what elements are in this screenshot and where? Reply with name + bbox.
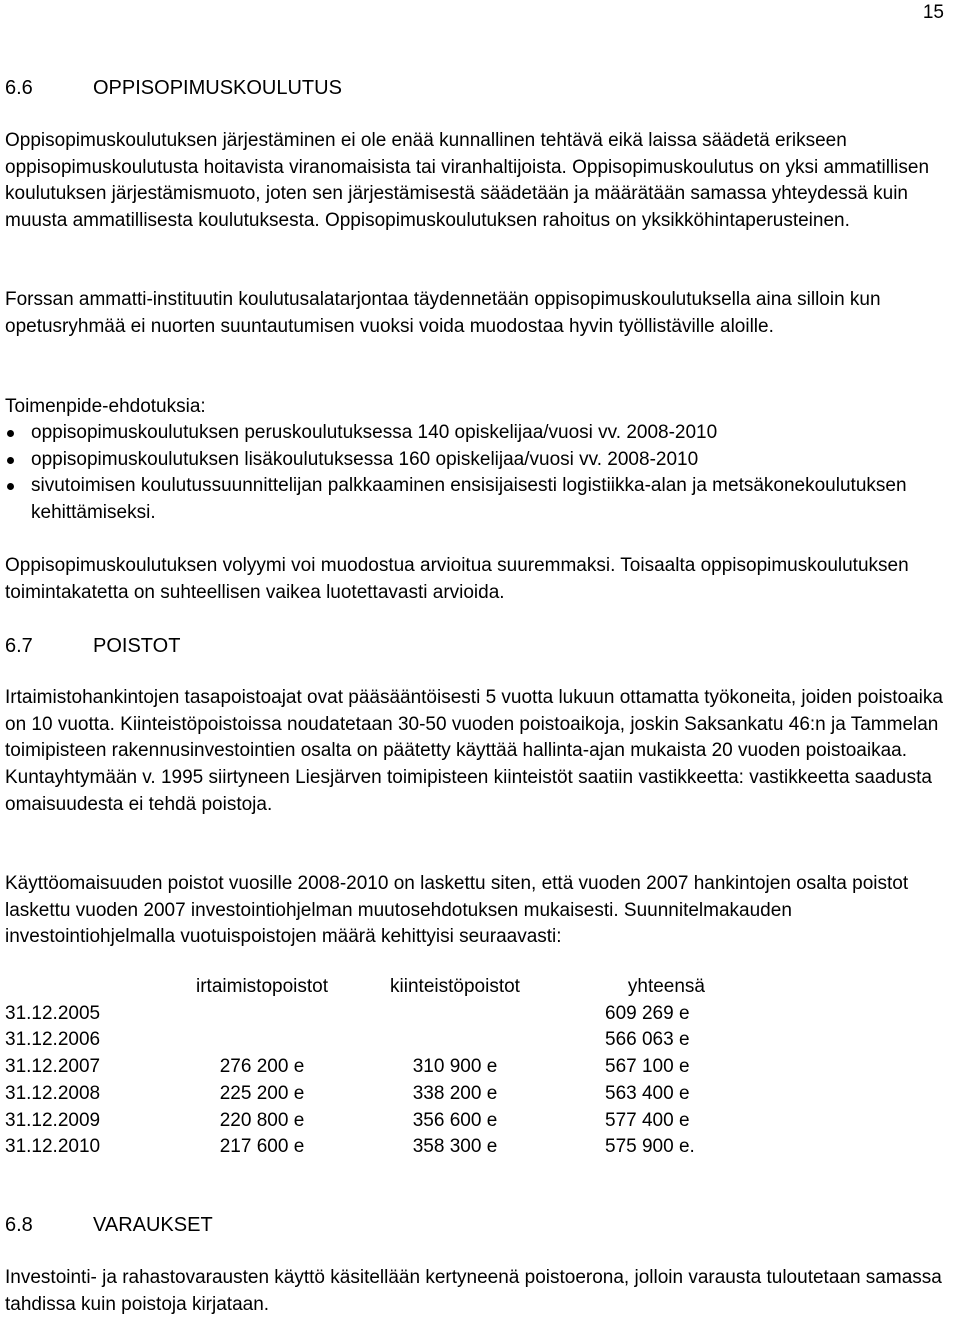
table-cell-value: 567 100 e	[605, 1056, 690, 1078]
table-cell-value: 577 400 e	[605, 1109, 690, 1131]
table-row	[5, 1001, 705, 1028]
table-row	[5, 1027, 705, 1054]
table-cell	[355, 1027, 555, 1054]
table-cell	[355, 1001, 555, 1028]
paragraph: Investointi- ja rahastovarausten käyttö käsitellään kertyneenä poistoerona, jolloin varausta tuloutetaan samassa tahdissa kuin poistoja kirjataan.	[5, 1267, 942, 1315]
table-cell	[555, 1108, 705, 1135]
measures-list	[5, 420, 955, 527]
table-row	[5, 1054, 705, 1081]
table-cell: 310 900 e	[412, 1056, 498, 1078]
table-cell: 31.12.2005	[5, 1002, 101, 1024]
section-number: 6.6	[5, 77, 33, 99]
table-row	[5, 1134, 705, 1161]
table-cell	[555, 1134, 705, 1161]
section-number: 6.7	[5, 635, 33, 657]
table-cell: 217 600 e	[219, 1136, 305, 1158]
table-cell	[555, 1054, 705, 1081]
table-cell: 338 200 e	[412, 1082, 498, 1104]
table-cell-value: 575 900 e.	[605, 1136, 695, 1158]
table-cell-value: 563 400 e	[605, 1082, 690, 1104]
table-cell	[555, 1081, 705, 1108]
table-cell: 225 200 e	[219, 1082, 305, 1104]
table-cell-value: 566 063 e	[605, 1029, 690, 1051]
table-cell: 276 200 e	[219, 1056, 305, 1078]
section-heading-6-8	[5, 1212, 213, 1238]
table-row	[5, 1081, 705, 1108]
table-cell: 356 600 e	[412, 1109, 498, 1131]
table-row	[5, 1108, 705, 1135]
paragraph: Käyttöomaisuuden poistot vuosille 2008-2010 on laskettu siten, että vuoden 2007 hankintojen osalta poistot laskettu vuoden 2007 investointiohjelman muutosehdotuksen mukaisesti. Suunnitelmakauden investointiohjelmalla vuotuispoistojen määrä kehittyisi seuraavasti:	[5, 873, 909, 948]
table-cell: 31.12.2007	[5, 1056, 101, 1078]
table-cell: 31.12.2009	[5, 1109, 101, 1131]
measures-label: Toimenpide-ehdotuksia:	[5, 396, 206, 417]
table-cell: 31.12.2008	[5, 1082, 101, 1104]
table-cell: 358 300 e	[412, 1136, 498, 1158]
table-cell-value: 609 269 e	[605, 1002, 690, 1024]
list-item: oppisopimuskoulutuksen lisäkoulutuksessa 160 opiskelijaa/vuosi vv. 2008-2010	[5, 447, 955, 474]
list-item: sivutoimisen koulutussuunnittelijan palkkaaminen ensisijaisesti logistiikka-alan ja metsäkonekoulutuksen kehittämiseksi.	[5, 473, 955, 526]
paragraph: Forssan ammatti-instituutin koulutusalatarjontaa täydennetään oppisopimuskoulutuksella aina silloin kun opetusryhmää ei nuorten suuntautumisen vuoksi voida muodostaa hyvin työllistäville aloille.	[5, 289, 881, 337]
section-title: OPPISOPIMUSKOULUTUS	[93, 77, 342, 99]
depreciation-table	[5, 974, 705, 1161]
section-title: VARAUKSET	[93, 1214, 213, 1236]
table-header	[5, 974, 169, 1001]
table-header: yhteensä	[627, 976, 705, 997]
section-heading-6-7	[5, 633, 180, 659]
section-heading-6-6	[5, 75, 342, 101]
table-cell: 220 800 e	[219, 1109, 305, 1131]
paragraph: Oppisopimuskoulutuksen järjestäminen ei ole enää kunnallinen tehtävä eikä laissa säädetä erikseen oppisopimuskoulutusta hoitavista viranomaisista tai viranhaltijoista. Oppisopimuskoulutus on yksi ammatillisen koulutuksen järjestämismuoto, joten sen järjestämisestä säädetään ja määrätään samassa yhteydessä kuin muusta ammatillisesta koulutuksesta. Oppisopimuskoulutuksen rahoitus on yksikköhintaperusteinen.	[5, 130, 930, 232]
list-item: oppisopimuskoulutuksen peruskoulutuksessa 140 opiskelijaa/vuosi vv. 2008-2010	[5, 420, 955, 447]
paragraph: Oppisopimuskoulutuksen volyymi voi muodostua arvioitua suuremmaksi. Toisaalta oppisopimuskoulutuksen toimintakatetta on suhteellisen vaikea luotettavasti arvioida.	[5, 555, 909, 603]
table-cell	[555, 1001, 705, 1028]
table-cell	[555, 1027, 705, 1054]
table-cell: 31.12.2010	[5, 1136, 101, 1158]
section-title: POISTOT	[93, 635, 181, 657]
table-header: kiinteistöpoistot	[390, 976, 520, 997]
table-header-row	[5, 974, 705, 1001]
table-cell	[169, 1001, 355, 1028]
section-number: 6.8	[5, 1214, 33, 1236]
table-cell: 31.12.2006	[5, 1029, 101, 1051]
page-number: 15	[922, 2, 944, 23]
paragraph: Irtaimistohankintojen tasapoistoajat ovat pääsääntöisesti 5 vuotta lukuun ottamatta työkoneita, joiden poistoaika on 10 vuotta. Kiinteistöpoistoissa noudatetaan 30-50 vuoden poistoaikoja, joskin Saksankatu 46:n ja Tammelan toimipisteen rakennusinvestointien osalta on päätetty käyttää hallinta-ajan mukaista 20 vuoden poistoaikaa. Kuntayhtymään v. 1995 siirtyneen Liesjärven toimipisteen kiinteistöt saatiin vastikkeetta: vastikkeetta saadusta omaisuudesta ei tehdä poistoja.	[5, 687, 943, 815]
table-cell	[169, 1027, 355, 1054]
table-header: irtaimistopoistot	[196, 976, 328, 997]
